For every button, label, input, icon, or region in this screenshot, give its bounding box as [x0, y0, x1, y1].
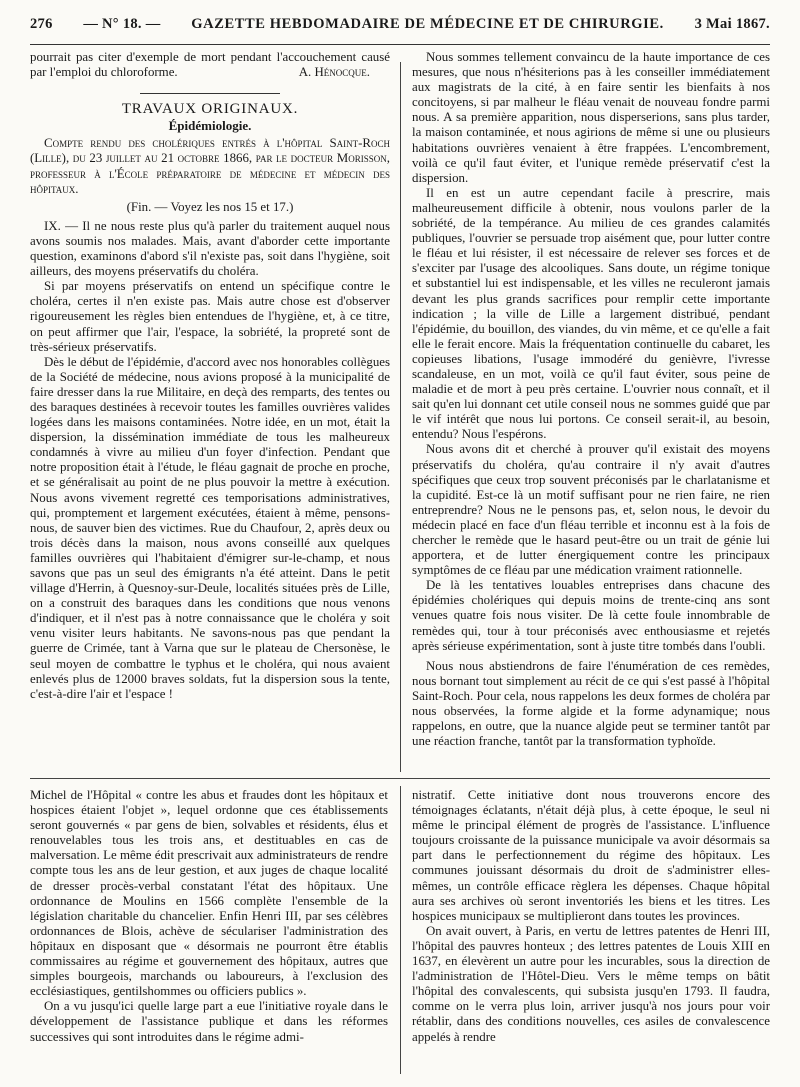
author-signature: A. Hénocque.: [298, 65, 370, 80]
bottom-right-column: [412, 788, 770, 1045]
section-title: TRAVAUX ORIGINAUX.: [121, 101, 299, 118]
paragraph: Si par moyens préservatifs on entend un spécifique contre le choléra, certes il n'en existe pas. Mais autre chose est d'observer rigoureusement les règles bien entendues de l'hygiène, et, à ce titre, on peut affirmer que l'air, l'espace, la sobriété, la propreté sont de très-sérieux préservatifs.: [30, 279, 390, 354]
top-right-column: [412, 50, 770, 749]
issue-number: — N° 18. —: [83, 15, 161, 32]
report-heading: Compte rendu des cholériques entrés à l'hôpital Saint-Roch (Lille), du 23 juillet au 21 octobre 1866, par le docteur Morisson, professeur à l'École préparatoire de médecine et médecin des hôpitaux.: [30, 136, 390, 196]
section-subtitle: Épidémiologie.: [168, 118, 252, 134]
page-number: 276: [30, 15, 53, 32]
issue-date: 3 Mai 1867.: [694, 15, 770, 32]
paragraph: Nous sommes tellement convaincu de la haute importance de ces mesures, que nous n'hésiterions pas à les conseiller immédiatement aux magistrats de la cité, à en faire sentir les bienfaits à nos concitoyens, si par malheur le fléau venait de nouveau fondre parmi nous. A sa première apparition, nous disperserions, sans plus tarder, la maison contaminée, et nous agirions de même si une ou plusieurs habitations ouvrières venaient à être frappées. L'encombrement, voilà ce qu'il faut éviter, et l'unique remède préservatif c'est la dispersion.: [412, 50, 770, 185]
paragraph: De là les tentatives louables entreprises dans chacune des épidémies cholériques qui depuis moins de trente-cinq ans sont venues quatre fois nous visiter. De là cette foule innombrable de remèdes qui, tour à tour préconisés avec enthousiasme et rejetés après sérieuse expérimentation, sont à juste titre tombés dans l'oubli.: [412, 578, 770, 653]
paragraph: On avait ouvert, à Paris, en vertu de lettres patentes de Henri III, l'hôpital des pauvres honteux ; des lettres patentes de Louis XIII en 1637, en élevèrent un autre pour les incurables, sous la direction de l'administration de l'Hôtel-Dieu. Vers le même temps on bâtit l'hôpital des convalescents, qui subsista jusqu'en 1793. Il faudra, comme on le verra plus loin, arriver jusqu'à nos jours pour voir rétablir, dans des conditions nouvelles, ces asiles de convalescence appelés à rendre: [412, 923, 770, 1044]
page-header: [30, 4, 770, 45]
journal-title: GAZETTE HEBDOMADAIRE DE MÉDECINE ET DE CHIRURGIE.: [191, 15, 664, 32]
paragraph: nistratif. Cette initiative dont nous trouverons encore des témoignages éclatants, n'était déjà plus, à cette époque, le seul ni même le principal élément de progrès de l'assistance. L'influence toujours croissante de la puissance municipale va avoir désormais sa part dans le perfectionnement du régime des hôpitaux. Les communes jouissant désormais du droit de s'administrer elles-mêmes, un contrôle efficace règlera les dépenses. Chaque hôpital aura ses archives où seront inventoriés les biens et les titres. Les hospices municipaux se multiplieront dans toutes les provinces.: [412, 788, 770, 923]
intro-text: pourrait pas citer d'exemple de mort pendant l'accouchement causé par l'emploi du chloroforme.: [30, 50, 390, 80]
paragraph: Dès le début de l'épidémie, d'accord avec nos honorables collègues de la Société de médecine, nous avions proposé à la municipalité de faire dresser dans la rue Militaire, en deçà des remparts, des tentes ou des baraques destinées à recevoir toutes les familles ouvrières valides logées dans les maisons contaminées. Notre idée, en un mot, était la dispersion, la dissémination immédiate de tous les malheureux condamnés à vivre au milieu d'un foyer d'infection. Pendant que notre proposition était à l'étude, le fléau gagnait de proche en proche, et se généralisait au point de ne plus pouvoir la mettre à exécution. Nous avons vivement regretté ces temporisations administratives, qui, promptement et largement exécutées, étaient à même, pensons-nous, de sauver bien des victimes. Rue du Chaufour, 2, après deux ou trois décès dans la maison, nous avons conseillé aux quelques familles ouvrières qui l'habitaient d'émigrer sur-le-champ, et nous savons que pas un seul des émigrants n'a été atteint. Dans le petit village d'Herrin, à Quesnoy-sur-Deule, localités situées près de Lille, on a construit des baraques dans les conditions que nous venons d'indiquer, et il n'est pas à notre connaissance que le choléra y soit venu visiter leurs habitants. Ne savons-nous pas que pendant la guerre de Crimée, tant à Varna que sur le plateau de Chersonèse, le seul moyen de combattre le typhus et le choléra, qui nous avaient enlevés plus de 12000 braves soldats, fut la dispersion sous la tente, c'est-à-dire l'air et l'espace !: [30, 354, 390, 701]
bottom-left-column: [30, 788, 388, 1045]
column-divider-top: [400, 62, 401, 772]
paragraph: Nous nous abstiendrons de faire l'énumération de ces remèdes, nous bornant tout simplement au récit de ce qui s'est passé à l'hôpital Saint-Roch. Pour cela, nous rappelons les deux formes de choléra par nous observées, la forme algide et la forme adynamique; nous rappelons, en outre, que la nuance algide peut se terminer tantôt par une réaction franche, tantôt par la transformation typhoïde.: [412, 658, 770, 749]
column-divider-bottom: [400, 786, 401, 1074]
paragraph: Nous avons dit et cherché à prouver qu'il existait des moyens préservatifs du choléra, qu'au contraire il n'y avait d'autres spécifiques que ceux trop souvent préconisés par le charlatanisme et la cupidité. Est-ce là un motif suffisant pour ne rien faire, ne rien entreprendre? Nous ne le pensons pas, et, selon nous, le devoir du médecin placé en face d'un fléau terrible et inconnu est à la fois de chercher le remède que le hasard peut-être ou un trait de génie lui apportera, et de lutter énergiquement contre les principaux symptômes de ce fléau par une médication vraiment rationnelle.: [412, 442, 770, 578]
paragraph: Il en est un autre cependant facile à prescrire, mais malheureusement difficile à obtenir, nous voulons parler de la sobriété, de la tempérance. Au milieu de ces grandes calamités publiques, l'ouvrier se persuade trop aisément que, pour lutter contre le fléau et lui résister, il est nécessaire de relever ses forces et de s'exciter par l'usage des alcooliques. Sans doute, un régime tonique et substantiel lui est indispensable, et les villes ne reculeront jamais devant les plus grands sacrifices pour remplir cette importante indication ; la ville de Lille a largement distribué, pendant l'épidémie, du bouillon, des viandes, du vin même, et ce qu'elle a fait elle le ferait encore. Mais la fréquentation continuelle du cabaret, les copieuses libations, l'usage immodéré du genièvre, l'ivresse scandaleuse, en un mot, voilà ce qu'il faut éviter, sous peine de maladie et de mort à peu près certaine. L'ouvrier nous connaît, et il sait qu'en lui donnant cet utile conseil nous ne sommes guidé que par le vif intérêt que nous lui portons. Ce conseil serait-il, au besoin, entendu? Nous l'espérons.: [412, 185, 770, 442]
fin-note: (Fin. — Voyez les nos 15 et 17.): [126, 199, 294, 214]
paragraph: Michel de l'Hôpital « contre les abus et fraudes dont les hôpitaux et hospices étaient l'objet », lequel ordonne que ces établissements seront gouvernés « par gens de bien, solvables et résidents, élus et renouvelables tous les trois ans, et destituables en cas de malversation. Le même édit prescrivait aux administrateurs de rendre compte tous les ans de leur gestion, et aux juges de chaque localité de dresser procès-verbal constatant l'état des hôpitaux. Une ordonnance de Moulins en 1566 complète l'ensemble de la législation charitable du chancelier. Enfin Henri III, par ses célèbres ordonnances de Blois, achève de séculariser l'administration des hôpitaux en disposant que « désormais ne pourront être établis commissaires au régime et gouvernement des hôpitaux, autres que simples bourgeois, marchands ou laboureurs, à l'exclusion des ecclésiastiques, gentilshommes ou officiers publics ».: [30, 788, 388, 999]
paragraph: IX. — Il ne nous reste plus qu'à parler du traitement auquel nous avons soumis nos malades. Mais, avant d'aborder cette importante question, examinons d'abord s'il n'existe pas, soit dans l'hygiène, soit ailleurs, des moyens préservatifs du choléra.: [30, 218, 390, 279]
top-left-column: [30, 50, 390, 702]
intro-paragraph: [30, 50, 390, 80]
section-divider: [30, 778, 770, 779]
short-rule: [140, 93, 280, 94]
paragraph: On a vu jusqu'ici quelle large part a eue l'initiative royale dans le développement de l'assistance publique et dans les réformes successives qui sont introduites dans le régime admi-: [30, 999, 388, 1044]
